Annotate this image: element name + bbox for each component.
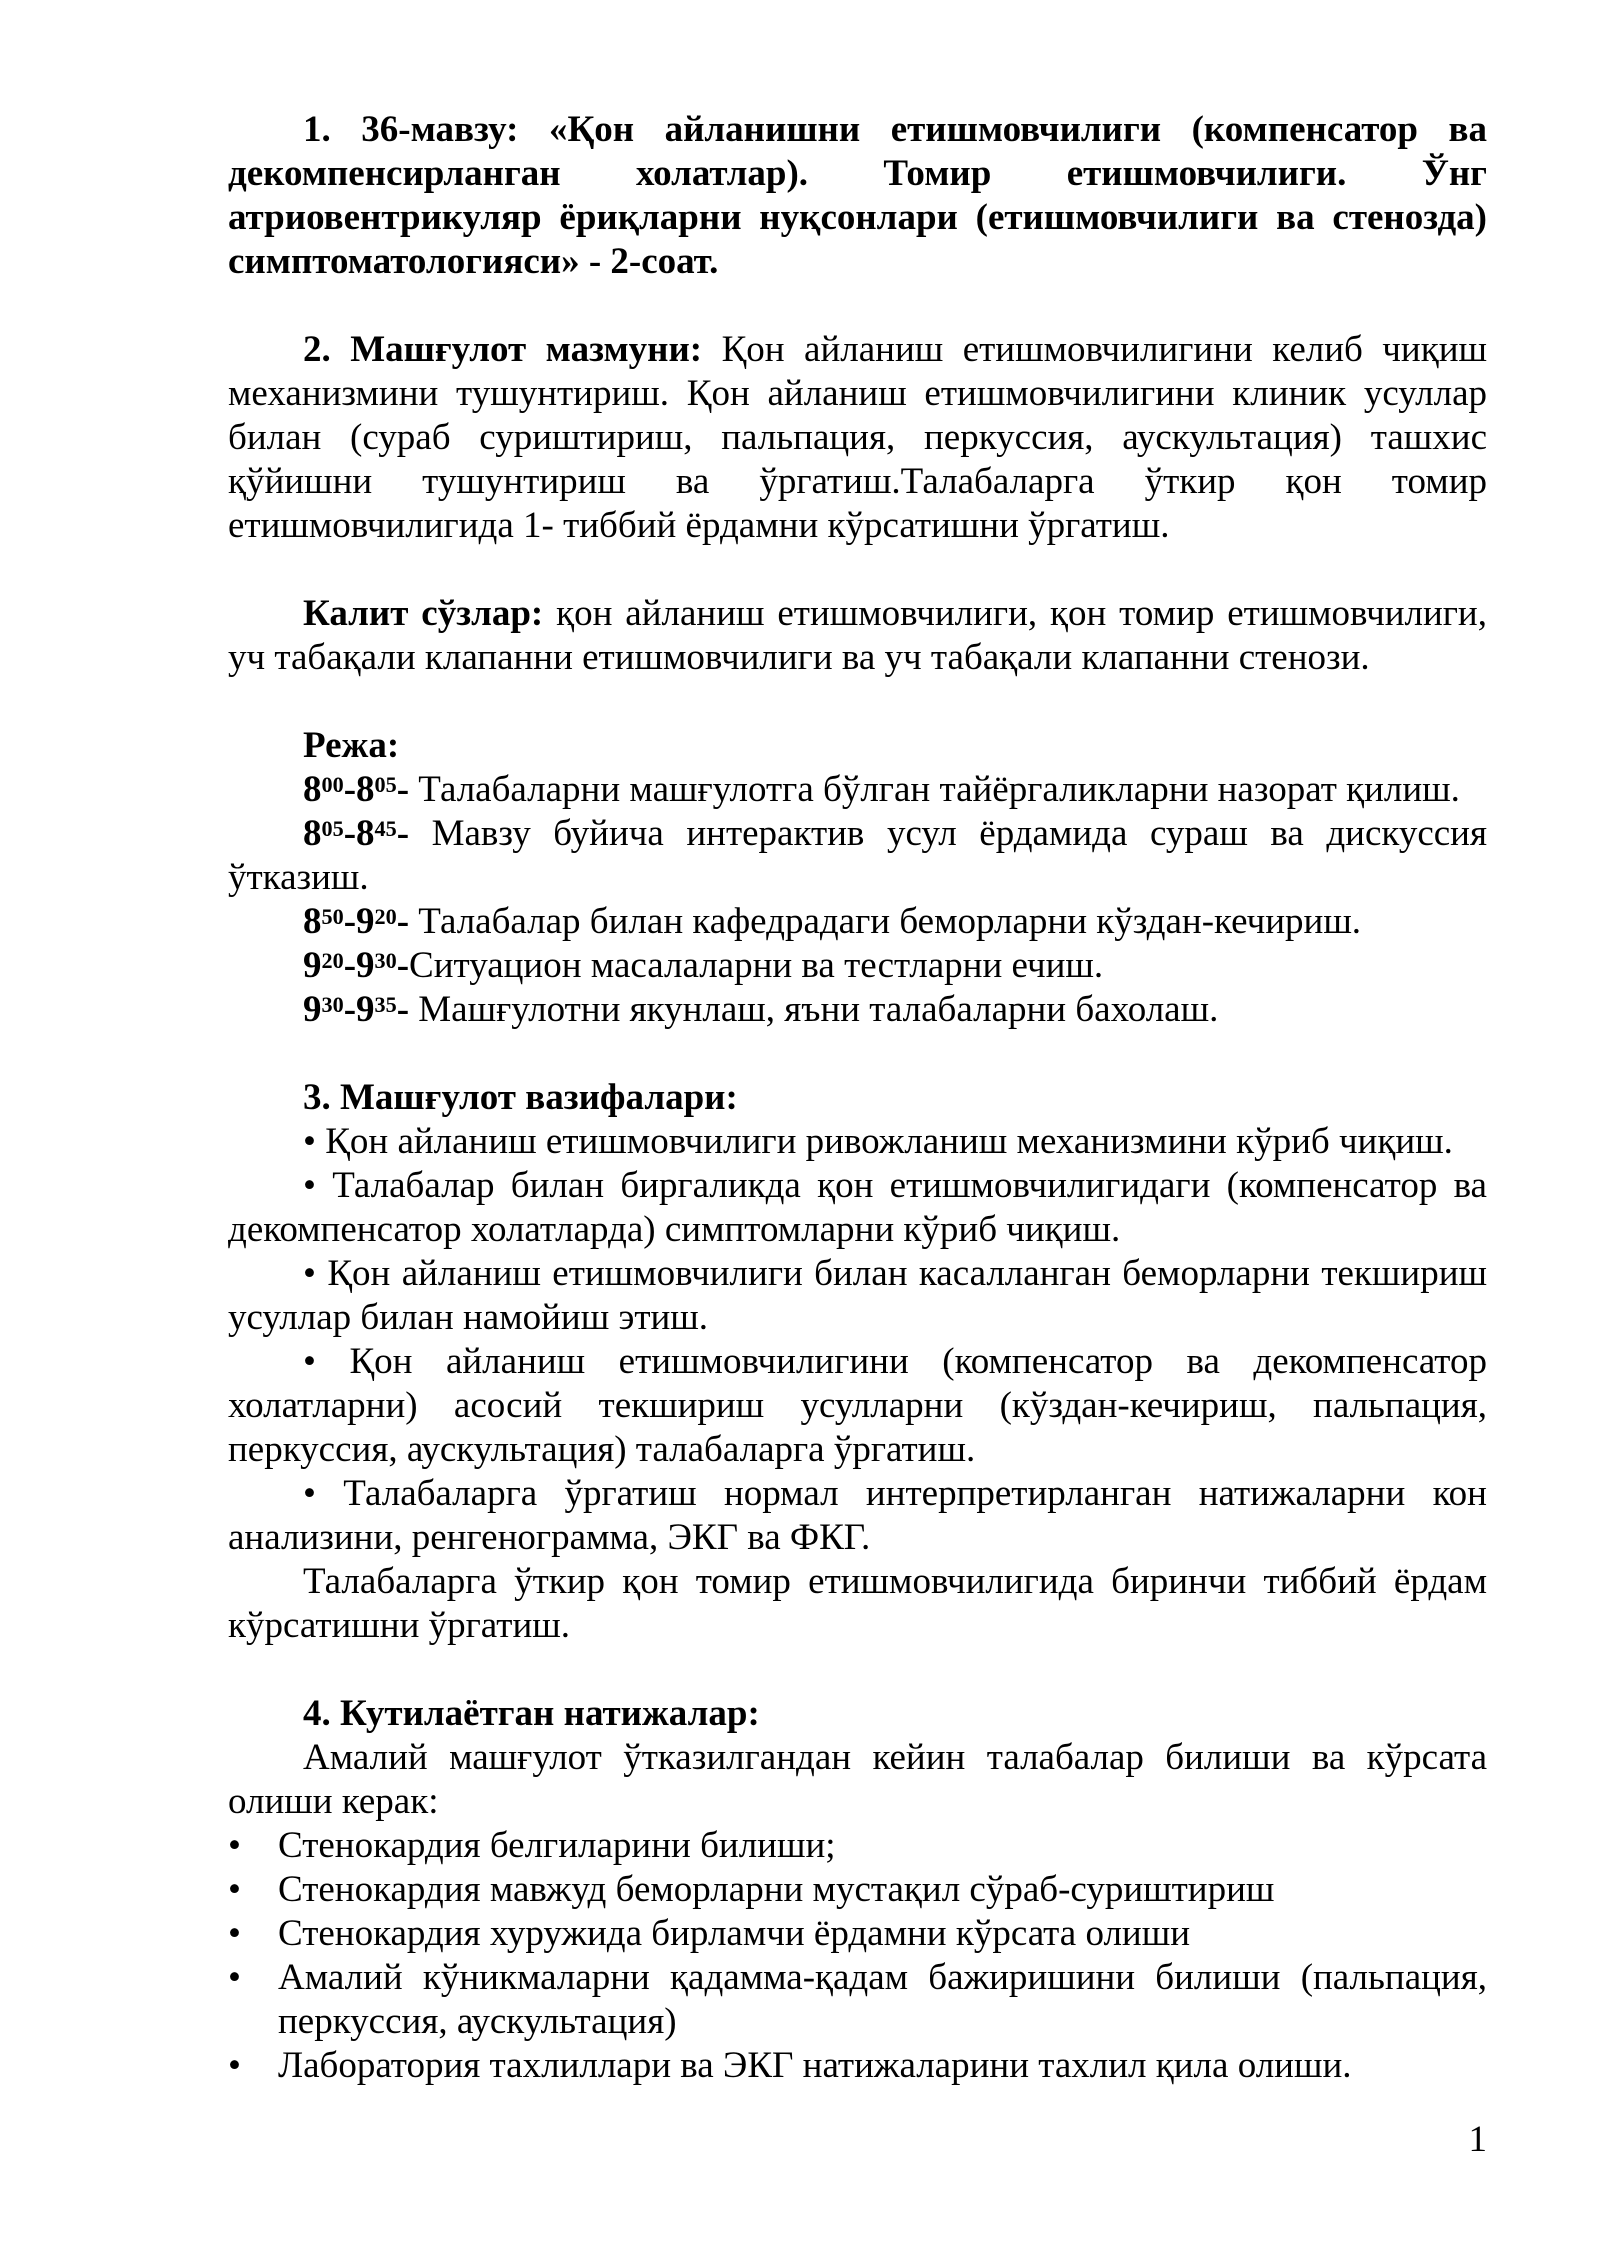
- outcomes-heading: [228, 1692, 1487, 1736]
- blank-line: [228, 1032, 1487, 1076]
- task-final-paragraph: [228, 1560, 1487, 1648]
- bullet-icon: •: [228, 1913, 241, 1954]
- bullet-icon: •: [303, 1121, 326, 1162]
- text-run: қон айланиш етишмовчилиги, қон томир етишмовчилиги, уч табақали клапанни етишмовчилиги ва уч табақали клапанни стенози.: [228, 593, 1487, 678]
- text-run: Стенокардия мавжуд беморларни мустақил сўраб-суриштириш: [278, 1869, 1275, 1910]
- superscript-text: 50: [321, 904, 344, 930]
- text-run: Талабаларни машғулотга бўлган тайёргаликларни назорат қилиш.: [418, 769, 1460, 810]
- bullet-icon: •: [303, 1253, 328, 1294]
- text-run: 9: [303, 989, 322, 1030]
- superscript-text: 05: [374, 772, 397, 798]
- bullet-icon: •: [303, 1341, 350, 1382]
- superscript-text: 05: [321, 816, 344, 842]
- blank-line: [228, 680, 1487, 724]
- keywords-paragraph: [228, 592, 1487, 680]
- title-paragraph: [228, 108, 1487, 284]
- text-run: Мавзу буйича интерактив усул ёрдамида сураш ва дискуссия ўтказиш.: [228, 813, 1487, 898]
- plan-item: [228, 812, 1487, 900]
- text-run: -9: [343, 945, 375, 986]
- task-item: [228, 1120, 1487, 1164]
- bullet-icon: •: [228, 1869, 241, 1910]
- blank-line: [228, 284, 1487, 328]
- text-run: 9: [303, 945, 322, 986]
- text-run: -: [396, 945, 410, 986]
- outcomes-intro: [228, 1736, 1487, 1824]
- text-run: Талабалар билан биргаликда қон етишмовчилигидаги (компенсатор ва декомпенсатор холатларда) симптомларни кўриб чиқиш.: [228, 1165, 1487, 1250]
- text-run: Қон айланиш етишмовчилигини келиб чиқиш механизмини тушунтириш. Қон айланиш етишмовчилигини клиник усуллар билан (сураб суриштириш, пальпация, перкуссия, аускультация) ташхис қўйишни тушунтириш ва ўргатиш.Талабаларга ўткир қон томир етишмовчилигида 1- тиббий ёрдамни кўрсатишни ўргатиш.: [228, 329, 1487, 546]
- text-run: -: [396, 989, 419, 1030]
- text-run: -9: [343, 901, 375, 942]
- text-run: Талабаларга ўргатиш нормал интерпретирланган натижаларни кон анализини, ренгенограмма, ЭКГ ва ФКГ.: [228, 1473, 1487, 1558]
- document-content: [228, 108, 1487, 2088]
- text-run: -: [396, 769, 419, 810]
- lesson-content-paragraph: [228, 328, 1487, 548]
- text-run: Лаборатория тахлиллари ва ЭКГ натижаларини тахлил қила олиши.: [278, 2045, 1352, 2086]
- superscript-text: 45: [374, 816, 397, 842]
- outcome-item: [228, 1824, 1487, 1868]
- superscript-text: 35: [374, 992, 397, 1018]
- text-run: Қон айланиш етишмовчилиги билан касалланган беморларни текшириш усуллар билан намойиш этиш.: [228, 1253, 1487, 1338]
- text-run: -9: [343, 989, 375, 1030]
- text-run: 8: [303, 901, 322, 942]
- plan-item: [228, 988, 1487, 1032]
- task-item: [228, 1340, 1487, 1472]
- bullet-icon: •: [303, 1473, 344, 1514]
- superscript-text: 30: [321, 992, 344, 1018]
- text-run: Қон айланиш етишмовчилигини (компенсатор ва декомпенсатор холатларни) асосий текшириш усулларни (кўздан-кечириш, пальпация, перкуссия, аускультация) талабаларга ўргатиш.: [228, 1341, 1487, 1470]
- text-run: -8: [343, 769, 375, 810]
- text-run: Амалий кўникмаларни қадамма-қадам бажиришини билиши (пальпация, перкуссия, аускультация): [278, 1957, 1487, 2042]
- text-run: Калит сўзлар:: [303, 593, 557, 634]
- text-run: 8: [303, 813, 322, 854]
- text-run: Қон айланиш етишмовчилиги ривожланиш механизмини кўриб чиқиш.: [325, 1121, 1453, 1162]
- plan-item: [228, 768, 1487, 812]
- text-run: 8: [303, 769, 322, 810]
- text-run: Талабаларга ўткир қон томир етишмовчилигида биринчи тиббий ёрдам кўрсатишни ўргатиш.: [228, 1561, 1487, 1646]
- task-item: [228, 1472, 1487, 1560]
- task-item: [228, 1252, 1487, 1340]
- text-run: -8: [343, 813, 375, 854]
- text-run: Стенокардия белгиларини билиши;: [278, 1825, 836, 1866]
- tasks-heading: [228, 1076, 1487, 1120]
- text-run: 4. Кутилаётган натижалар:: [303, 1693, 760, 1734]
- bullet-icon: •: [228, 1957, 241, 1998]
- outcome-item: [228, 1912, 1487, 1956]
- text-run: 3. Машғулот вазифалари:: [303, 1077, 738, 1118]
- text-run: 2. Машғулот мазмуни:: [303, 329, 722, 370]
- bullet-icon: •: [228, 2045, 241, 2086]
- plan-heading: [228, 724, 1487, 768]
- superscript-text: 20: [374, 904, 397, 930]
- text-run: Машғулотни якунлаш, яъни талабаларни бахолаш.: [418, 989, 1219, 1030]
- bullet-icon: •: [303, 1165, 333, 1206]
- blank-line: [228, 1648, 1487, 1692]
- task-item: [228, 1164, 1487, 1252]
- text-run: -: [396, 901, 419, 942]
- blank-line: [228, 548, 1487, 592]
- text-run: Ситуацион масалаларни ва тестларни ечиш.: [409, 945, 1104, 986]
- text-run: Режа:: [303, 725, 400, 766]
- text-run: Талабалар билан кафедрадаги беморларни кўздан-кечириш.: [418, 901, 1362, 942]
- text-run: 1. 36-мавзу: «Қон айланишни етишмовчилиги (компенсатор ва декомпенсирланган холатлар). Томир етишмовчилиги. Ўнг атриовентрикуляр ёриқларни нуқсонлари (етишмовчилиги ва стенозда) симптоматологияси» - 2-соат.: [228, 109, 1487, 282]
- text-run: Стенокардия хуружида бирламчи ёрдамни кўрсата олиши: [278, 1913, 1191, 1954]
- superscript-text: 00: [321, 772, 344, 798]
- superscript-text: 20: [321, 948, 344, 974]
- outcome-item: [228, 1868, 1487, 1912]
- bullet-icon: •: [228, 1825, 241, 1866]
- text-run: -: [396, 813, 432, 854]
- page-number: 1: [1468, 2119, 1487, 2160]
- superscript-text: 30: [374, 948, 397, 974]
- plan-item: [228, 944, 1487, 988]
- outcome-item: [228, 1956, 1487, 2044]
- outcome-item: [228, 2044, 1487, 2088]
- text-run: Амалий машғулот ўтказилгандан кейин талабалар билиши ва кўрсата олиши керак:: [228, 1737, 1487, 1822]
- plan-item: [228, 900, 1487, 944]
